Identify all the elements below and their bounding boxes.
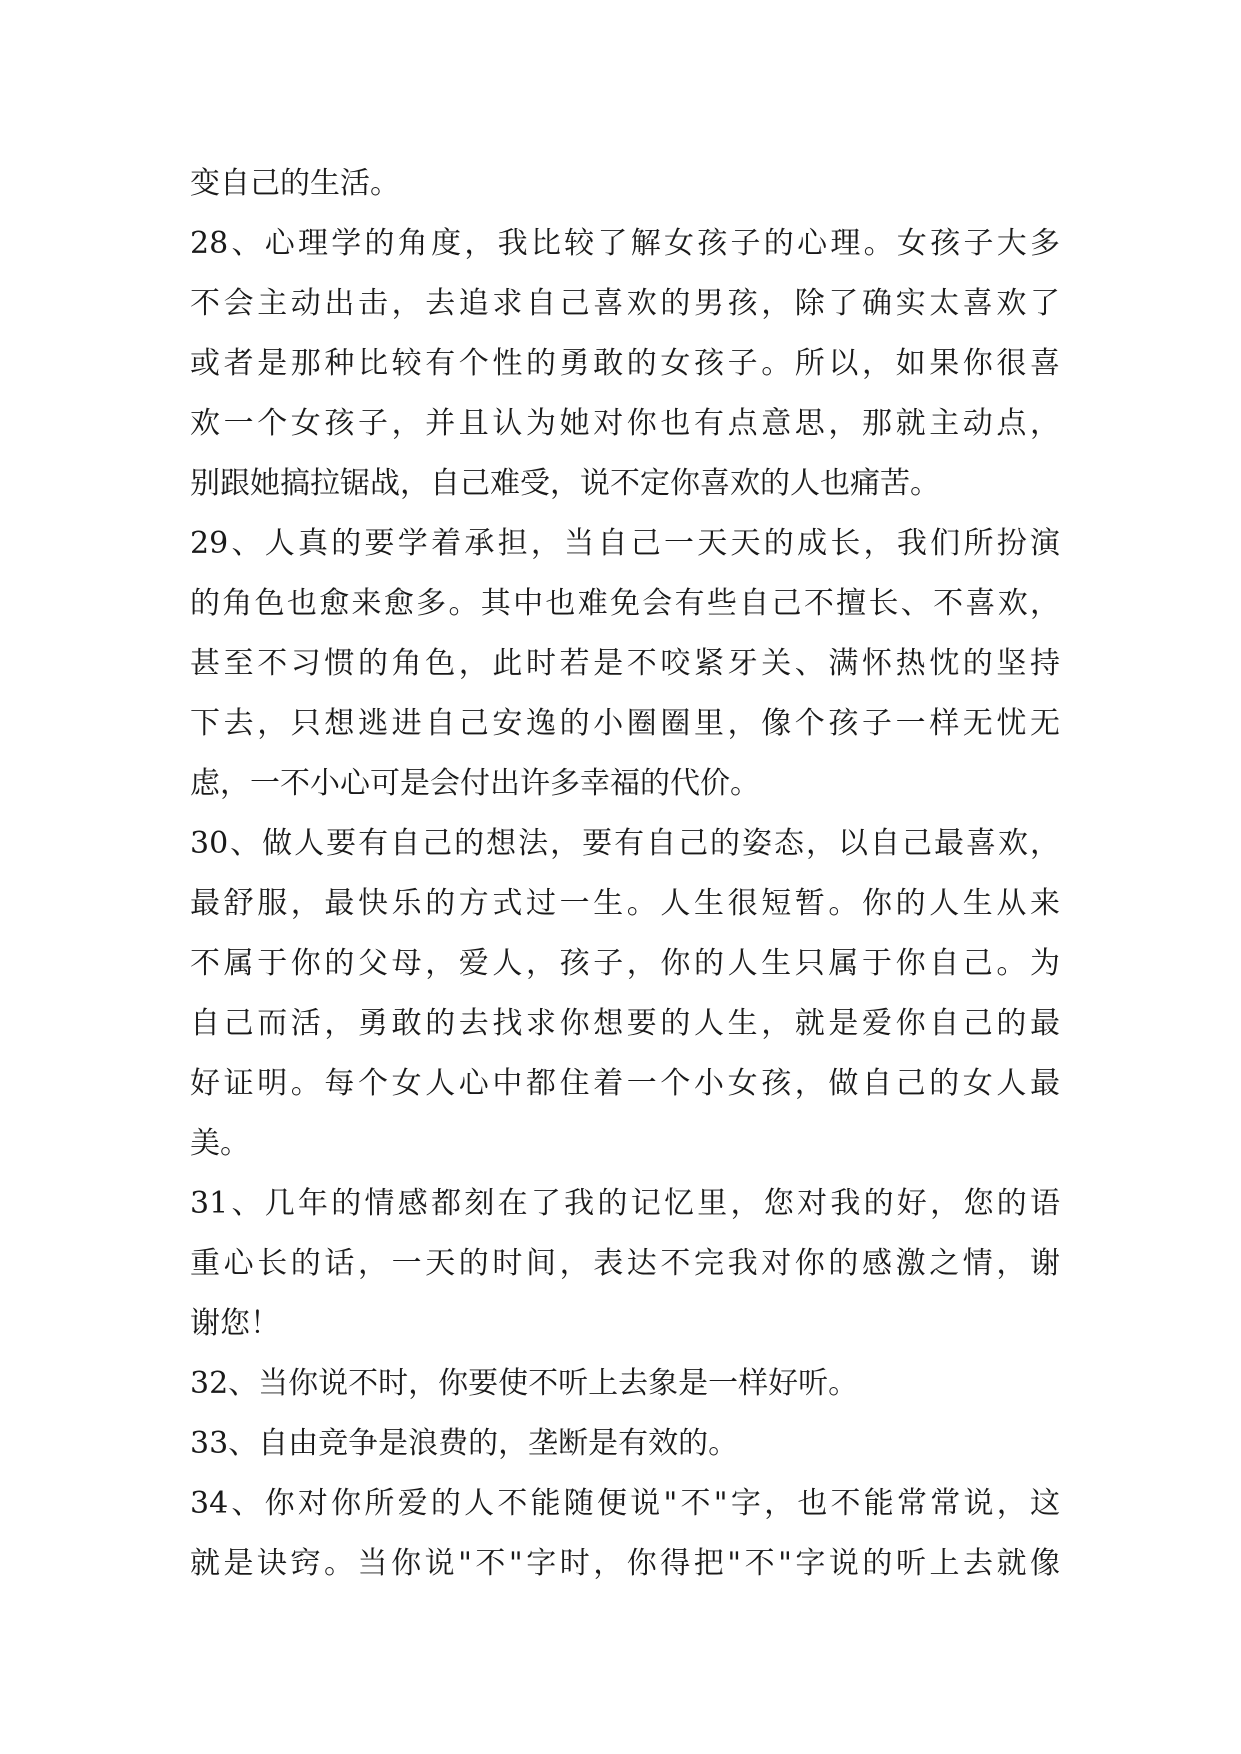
text-line: 美。 [190,1126,250,1161]
text-line: 好证明。每个女人心中都住着一个小女孩，做自己的女人最 [190,1066,1060,1101]
text-line: 28、心理学的角度，我比较了解女孩子的心理。女孩子大多 [190,226,1060,261]
text-line: 29、人真的要学着承担，当自己一天天的成长，我们所扮演 [190,526,1060,561]
text-line: 34、你对你所爱的人不能随便说"不"字，也不能常常说，这 [190,1486,1060,1521]
text-line: 虑，一不小心可是会付出许多幸福的代价。 [190,766,760,801]
text-line: 或者是那种比较有个性的勇敢的女孩子。所以，如果你很喜 [190,346,1060,381]
text-line: 自己而活，勇敢的去找求你想要的人生，就是爱你自己的最 [190,1006,1060,1041]
text-line: 就是诀窍。当你说"不"字时，你得把"不"字说的听上去就像 [190,1546,1060,1581]
text-line: 不会主动出击，去追求自己喜欢的男孩，除了确实太喜欢了 [190,286,1060,321]
text-line: 32、当你说不时，你要使不听上去象是一样好听。 [190,1366,859,1401]
text-line: 30、做人要有自己的想法，要有自己的姿态，以自己最喜欢， [190,826,1060,861]
text-line: 甚至不习惯的角色，此时若是不咬紧牙关、满怀热忱的坚持 [190,646,1060,681]
text-line: 下去，只想逃进自己安逸的小圈圈里，像个孩子一样无忧无 [190,706,1060,741]
text-line: 别跟她搞拉锯战，自己难受，说不定你喜欢的人也痛苦。 [190,466,940,501]
text-line: 的角色也愈来愈多。其中也难免会有些自己不擅长、不喜欢， [190,586,1060,621]
text-line: 31、几年的情感都刻在了我的记忆里，您对我的好，您的语 [190,1186,1060,1221]
text-line: 欢一个女孩子，并且认为她对你也有点意思，那就主动点， [190,406,1060,441]
document-body [190,154,1060,1594]
text-line: 谢您！ [190,1306,280,1341]
text-line: 33、自由竞争是浪费的，垄断是有效的。 [190,1426,739,1461]
text-line: 重心长的话，一天的时间，表达不完我对你的感激之情，谢 [190,1246,1060,1281]
text-line: 最舒服，最快乐的方式过一生。人生很短暂。你的人生从来 [190,886,1060,921]
text-line: 不属于你的父母，爱人，孩子，你的人生只属于你自己。为 [190,946,1060,981]
text-line: 变自己的生活。 [190,166,400,201]
